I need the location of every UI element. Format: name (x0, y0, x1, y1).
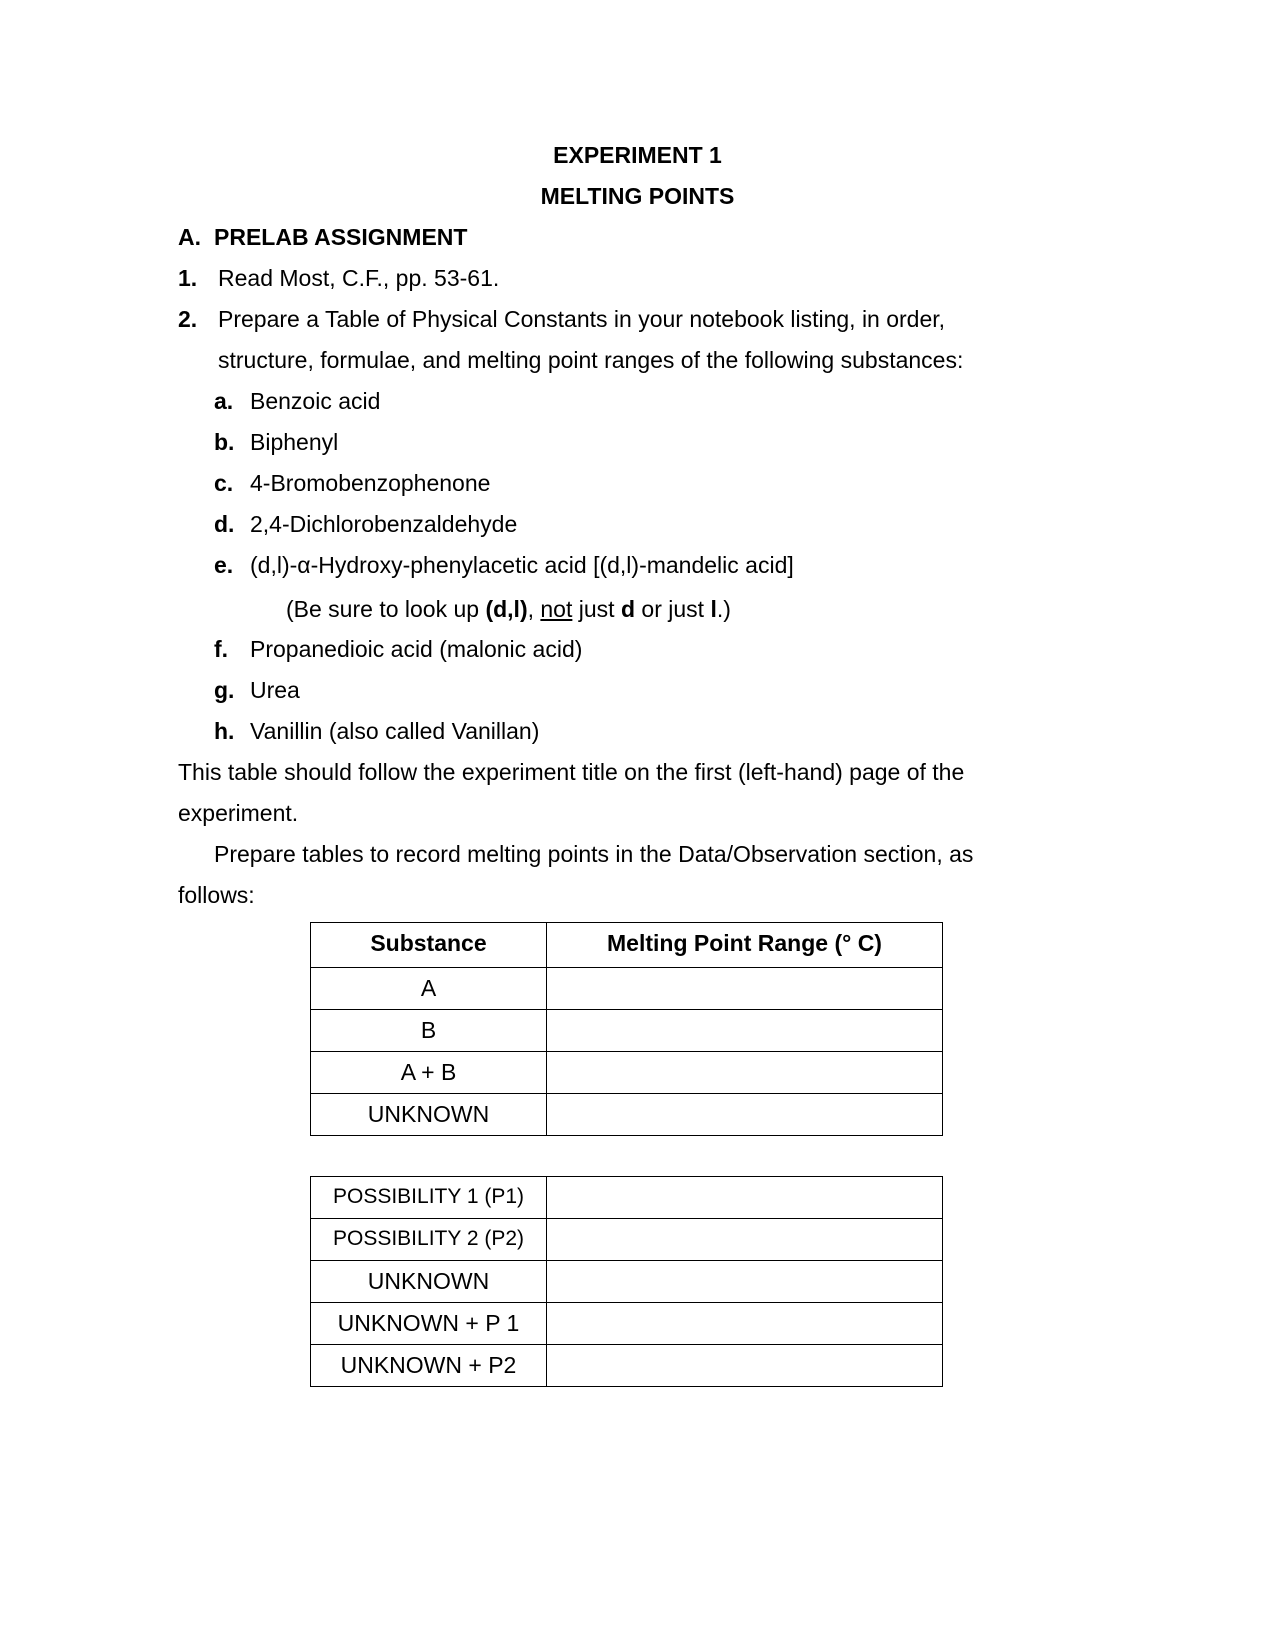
substance-letter: a. (214, 388, 234, 414)
note-text: just (572, 596, 621, 622)
substance-letter: e. (214, 552, 234, 578)
melting-point-cell[interactable] (547, 1345, 943, 1387)
melting-point-cell[interactable] (547, 1219, 943, 1261)
substance-cell: A (311, 968, 547, 1010)
substance-cell: POSSIBILITY 2 (P2) (311, 1219, 547, 1261)
item-text: Read Most, C.F., pp. 53-61. (218, 265, 500, 291)
section-label: A. (178, 224, 201, 250)
table-row (311, 1303, 943, 1345)
item-text: Prepare a Table of Physical Constants in your notebook listing, in order, (218, 306, 946, 332)
table-row (311, 1010, 943, 1052)
substance-name: 4-Bromobenzophenone (250, 470, 491, 496)
substance-cell: B (311, 1010, 547, 1052)
melting-point-cell[interactable] (547, 968, 943, 1010)
substance-name: Urea (250, 677, 300, 703)
substance-name: Vanillin (also called Vanillan) (250, 718, 540, 744)
melting-point-cell[interactable] (547, 1303, 943, 1345)
note-bold-d: d (620, 596, 636, 622)
table-row (311, 1345, 943, 1387)
substance-item (214, 469, 490, 497)
table-row (311, 1052, 943, 1094)
note-line (286, 595, 731, 623)
substance-item (214, 510, 517, 538)
substance-item (214, 551, 794, 579)
substance-cell: UNKNOWN (311, 1261, 547, 1303)
list-item (178, 305, 945, 333)
substance-item (214, 635, 582, 663)
page-subtitle: MELTING POINTS (540, 183, 735, 209)
table-row (311, 1177, 943, 1219)
paragraph-line: experiment. (178, 800, 299, 826)
list-item (178, 264, 499, 292)
substance-letter: d. (214, 511, 235, 537)
section-title: PRELAB ASSIGNMENT (214, 224, 468, 250)
substance-cell: UNKNOWN + P 1 (311, 1303, 547, 1345)
header-melting-point-range: Melting Point Range (° C) (547, 923, 943, 968)
header-substance: Substance (311, 923, 547, 968)
substance-item (214, 387, 380, 415)
substance-name: (d,l)-α-Hydroxy-phenylacetic acid [(d,l)-mandelic acid] (250, 552, 794, 578)
substance-letter: h. (214, 718, 235, 744)
table-row (311, 1219, 943, 1261)
melting-point-cell[interactable] (547, 1261, 943, 1303)
paragraph-line: follows: (178, 882, 255, 908)
melting-point-cell[interactable] (547, 1052, 943, 1094)
page-title: EXPERIMENT 1 (553, 142, 722, 168)
paragraph-line: This table should follow the experiment title on the first (left-hand) page of the (178, 759, 965, 785)
substance-item (214, 717, 539, 745)
note-bold-l: l (710, 596, 717, 622)
note-text: or just (635, 596, 711, 622)
substance-item (214, 428, 338, 456)
melting-point-cell[interactable] (547, 1177, 943, 1219)
paragraph-line: Prepare tables to record melting points in the Data/Observation section, as (214, 841, 974, 867)
melting-point-table (310, 922, 943, 1136)
note-text: , (527, 596, 541, 622)
substance-letter: c. (214, 470, 234, 496)
substance-cell: UNKNOWN + P2 (311, 1345, 547, 1387)
section-heading (178, 223, 467, 251)
melting-point-cell[interactable] (547, 1010, 943, 1052)
substance-letter: b. (214, 429, 235, 455)
table-row (311, 968, 943, 1010)
substance-letter: f. (214, 636, 229, 662)
substance-cell: POSSIBILITY 1 (P1) (311, 1177, 547, 1219)
substance-name: Propanedioic acid (malonic acid) (250, 636, 583, 662)
item-number: 1. (178, 265, 198, 291)
substance-name: Benzoic acid (250, 388, 381, 414)
note-bold-dl: (d,l) (485, 596, 528, 622)
table-row (311, 1261, 943, 1303)
substance-letter: g. (214, 677, 235, 703)
item-number: 2. (178, 306, 198, 332)
note-text: .) (716, 596, 731, 622)
substance-name: Biphenyl (250, 429, 339, 455)
table-header-row (311, 923, 943, 968)
table-row (311, 1094, 943, 1136)
substance-name: 2,4-Dichlorobenzaldehyde (250, 511, 518, 537)
possibility-table (310, 1176, 943, 1387)
note-text: (Be sure to look up (286, 596, 486, 622)
substance-cell: A + B (311, 1052, 547, 1094)
melting-point-cell[interactable] (547, 1094, 943, 1136)
substance-cell: UNKNOWN (311, 1094, 547, 1136)
item-text-continuation: structure, formulae, and melting point ranges of the following substances: (218, 347, 964, 373)
substance-item (214, 676, 300, 704)
note-underline-not: not (540, 596, 573, 622)
